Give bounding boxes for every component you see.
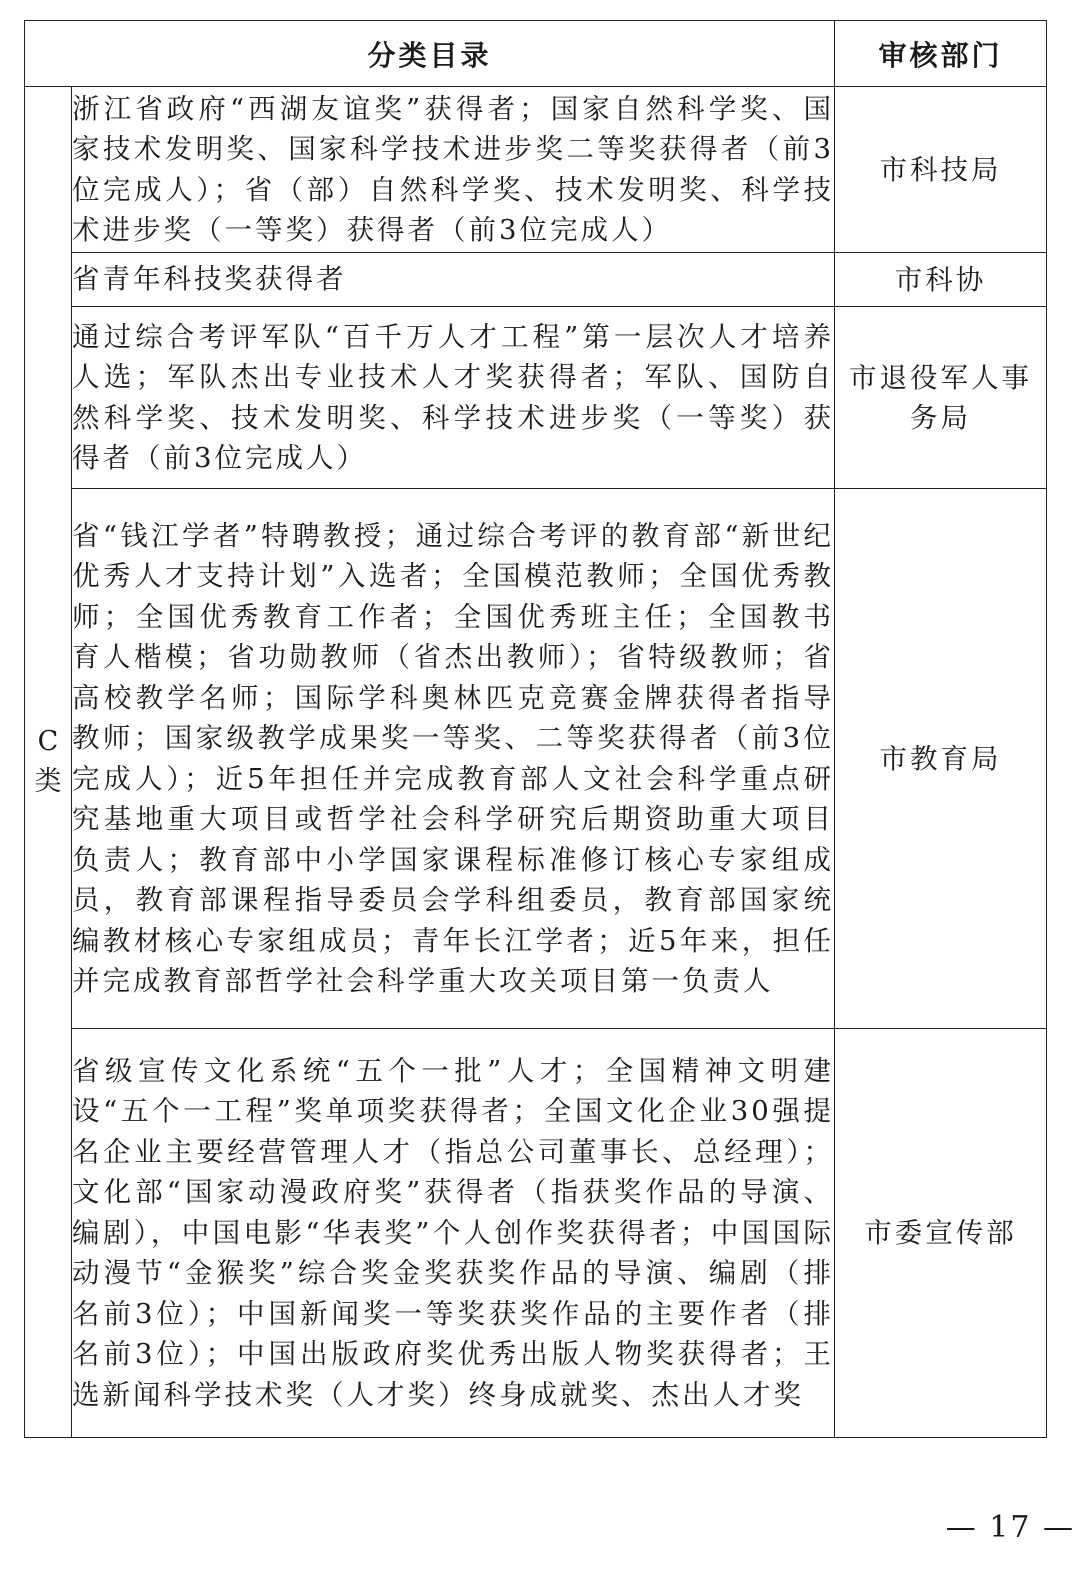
row-department: 市科技局: [835, 87, 1047, 253]
page-footer: [0, 1510, 1075, 1545]
category-column-header: 分类目录: [25, 21, 835, 87]
department-column-header: 审核部门: [835, 21, 1047, 87]
category-suffix: 类: [34, 766, 62, 797]
table-header-row: [25, 21, 1047, 87]
row-content: 省青年科技奖获得者: [72, 253, 835, 307]
page-number: 17: [989, 1510, 1032, 1545]
row-content: 省“钱江学者”特聘教授；通过综合考评的教育部“新世纪优秀人才支持计划”入选者；全国模范教师；全国优秀教师；全国优秀教育工作者；全国优秀班主任；全国教书育人楷模；省功勋教师（省杰出教师）；省特级教师；省高校教学名师；国际学科奥林匹克竞赛金牌获得者指导教师；国家级教学成果奖一等奖、二等奖获得者（前3位完成人）；近5年担任并完成教育部人文社会科学重点研究基地重大项目或哲学社会科学研究后期资助重大项目负责人；教育部中小学国家课程标准修订核心专家组成员，教育部课程指导委员会学科组委员，教育部国家统编教材核心专家组成员；青年长江学者；近5年来，担任并完成教育部哲学社会科学重大攻关项目第一负责人: [72, 489, 835, 1029]
page-dash-right: —: [1043, 1510, 1075, 1545]
row-department: 市科协: [835, 253, 1047, 307]
category-label: [25, 87, 72, 1438]
row-department: 市教育局: [835, 489, 1047, 1029]
row-department: 市委宣传部: [835, 1029, 1047, 1438]
page-dash-left: —: [945, 1510, 978, 1545]
row-content: 浙江省政府“西湖友谊奖”获得者；国家自然科学奖、国家技术发明奖、国家科学技术进步奖二等奖获得者（前3位完成人）；省（部）自然科学奖、技术发明奖、科学技术进步奖（一等奖）获得者（前3位完成人）: [72, 87, 835, 253]
table-row: [25, 1029, 1047, 1438]
table-row: [25, 489, 1047, 1029]
table-row: [25, 307, 1047, 489]
row-department: 市退役军人事务局: [835, 307, 1047, 489]
table-row: [25, 87, 1047, 253]
row-content: 通过综合考评军队“百千万人才工程”第一层次人才培养人选；军队杰出专业技术人才奖获得者；军队、国防自然科学奖、技术发明奖、科学技术进步奖（一等奖）获得者（前3位完成人）: [72, 307, 835, 489]
category-letter: C: [37, 726, 59, 757]
table-row: [25, 253, 1047, 307]
category-table: [24, 20, 1047, 1438]
row-content: 省级宣传文化系统“五个一批”人才；全国精神文明建设“五个一工程”奖单项奖获得者；全国文化企业30强提名企业主要经营管理人才（指总公司董事长、总经理）；文化部“国家动漫政府奖”获得者（指获奖作品的导演、编剧），中国电影“华表奖”个人创作奖获得者；中国国际动漫节“金猴奖”综合奖金奖获奖作品的导演、编剧（排名前3位）；中国新闻奖一等奖获奖作品的主要作者（排名前3位）；中国出版政府奖优秀出版人物奖获得者；王选新闻科学技术奖（人才奖）终身成就奖、杰出人才奖: [72, 1029, 835, 1438]
